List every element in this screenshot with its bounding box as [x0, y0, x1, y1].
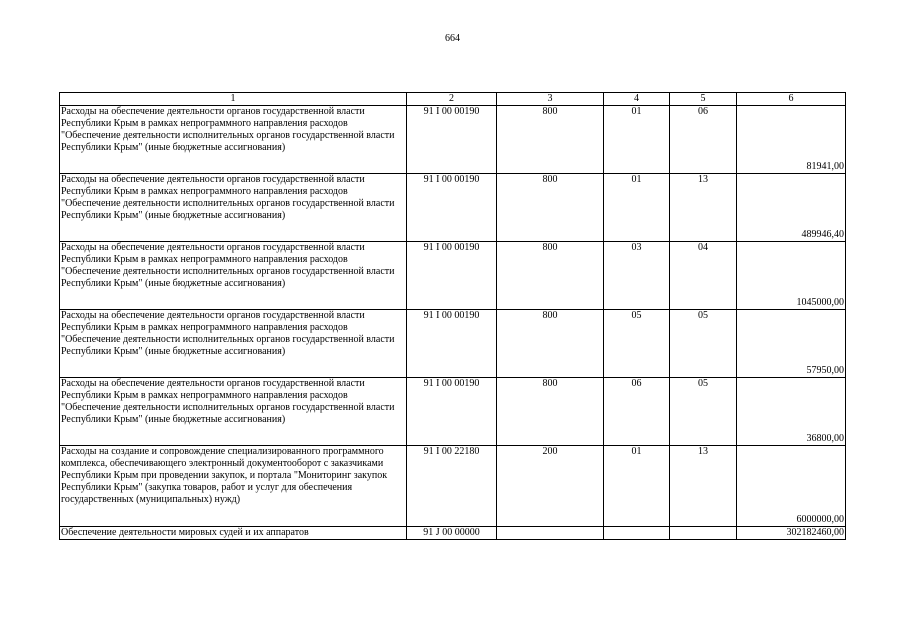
table-row [60, 174, 846, 242]
target-code: 91 I 00 00190 [407, 242, 497, 310]
amount: 302182460,00 [737, 527, 846, 540]
target-code: 91 I 00 00190 [407, 310, 497, 378]
amount: 36800,00 [737, 378, 846, 446]
expense-type: 800 [497, 174, 604, 242]
target-code: 91 I 00 00190 [407, 174, 497, 242]
table-row [60, 106, 846, 174]
amount: 1045000,00 [737, 242, 846, 310]
section: 01 [604, 174, 670, 242]
amount: 81941,00 [737, 106, 846, 174]
expense-type: 800 [497, 378, 604, 446]
table-row [60, 310, 846, 378]
subsection: 13 [670, 174, 737, 242]
expense-type [497, 527, 604, 540]
table-header-row [60, 93, 846, 106]
column-header: 5 [670, 93, 737, 106]
expense-type: 800 [497, 106, 604, 174]
expense-name: Обеспечение деятельности мировых судей и их аппаратов [60, 527, 407, 540]
expense-name: Расходы на обеспечение деятельности органов государственной власти Республики Крым в рамках непрограммного направления расходов "Обеспечение деятельности исполнительных органов государственной власти Республики Крым" (иные бюджетные ассигнования) [60, 106, 407, 174]
table-row [60, 378, 846, 446]
subsection: 04 [670, 242, 737, 310]
expense-type: 800 [497, 310, 604, 378]
expense-name: Расходы на обеспечение деятельности органов государственной власти Республики Крым в рамках непрограммного направления расходов "Обеспечение деятельности исполнительных органов государственной власти Республики Крым" (иные бюджетные ассигнования) [60, 378, 407, 446]
expense-name: Расходы на создание и сопровождение специализированного программного комплекса, обеспечивающего электронный документооборот с заказчиками Республики Крым при проведении закупок, и портала "Мониторинг закупок Республики Крым" (закупка товаров, работ и услуг для обеспечения государственных (муниципальных) нужд) [60, 446, 407, 527]
section: 03 [604, 242, 670, 310]
expense-name: Расходы на обеспечение деятельности органов государственной власти Республики Крым в рамках непрограммного направления расходов "Обеспечение деятельности исполнительных органов государственной власти Республики Крым" (иные бюджетные ассигнования) [60, 310, 407, 378]
section: 05 [604, 310, 670, 378]
amount: 6000000,00 [737, 446, 846, 527]
column-header: 1 [60, 93, 407, 106]
budget-table [59, 92, 846, 540]
amount: 57950,00 [737, 310, 846, 378]
expense-name: Расходы на обеспечение деятельности органов государственной власти Республики Крым в рамках непрограммного направления расходов "Обеспечение деятельности исполнительных органов государственной власти Республики Крым" (иные бюджетные ассигнования) [60, 174, 407, 242]
amount: 489946,40 [737, 174, 846, 242]
subsection: 05 [670, 310, 737, 378]
subsection: 13 [670, 446, 737, 527]
section: 01 [604, 446, 670, 527]
column-header: 4 [604, 93, 670, 106]
table-row [60, 242, 846, 310]
target-code: 91 J 00 00000 [407, 527, 497, 540]
column-header: 6 [737, 93, 846, 106]
subsection: 06 [670, 106, 737, 174]
expense-name: Расходы на обеспечение деятельности органов государственной власти Республики Крым в рамках непрограммного направления расходов "Обеспечение деятельности исполнительных органов государственной власти Республики Крым" (иные бюджетные ассигнования) [60, 242, 407, 310]
target-code: 91 I 00 00190 [407, 378, 497, 446]
subsection: 05 [670, 378, 737, 446]
page-number: 664 [445, 33, 460, 44]
column-header: 3 [497, 93, 604, 106]
section [604, 527, 670, 540]
target-code: 91 I 00 22180 [407, 446, 497, 527]
subsection [670, 527, 737, 540]
target-code: 91 I 00 00190 [407, 106, 497, 174]
expense-type: 200 [497, 446, 604, 527]
column-header: 2 [407, 93, 497, 106]
expense-type: 800 [497, 242, 604, 310]
table-row [60, 446, 846, 527]
table-row [60, 527, 846, 540]
section: 01 [604, 106, 670, 174]
section: 06 [604, 378, 670, 446]
